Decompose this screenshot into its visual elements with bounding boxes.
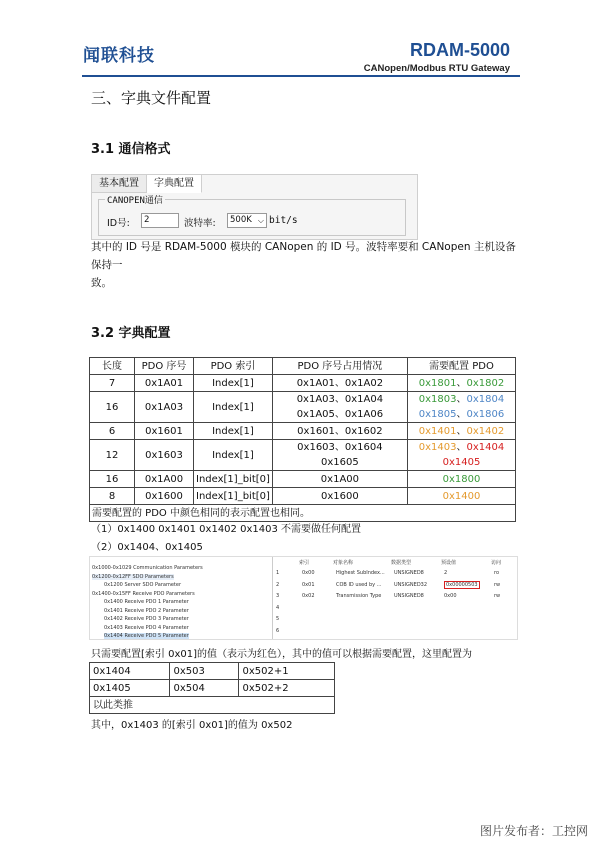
tree-item[interactable]: 0x1404 Receive PDO 5 Parameter [104, 633, 189, 639]
cell-pdo-no: 0x1A01 [135, 375, 194, 392]
cell-pdo-index: Index[1]_bit[0] [194, 488, 273, 505]
grid-cell[interactable]: 2 [444, 570, 448, 576]
grid-cell: UNSIGNED32 [394, 581, 428, 588]
cell-length: 6 [90, 423, 135, 440]
section-title: 三、字典文件配置 [91, 89, 212, 107]
grid-cell: 5 [276, 616, 280, 622]
config-pdo-value: 0x1401 [418, 425, 457, 437]
cell-pdo-index: Index[1]_bit[0] [194, 471, 273, 488]
tree-item[interactable]: 0x1000-0x1029 Communication Parameters [92, 565, 203, 571]
baud-unit: bit/s [269, 215, 298, 226]
tree-item[interactable]: 0x1400 Receive PDO 1 Parameter [104, 599, 189, 605]
col-length: 长度 [90, 358, 135, 375]
config-pdo-value: 0x1403 [418, 442, 457, 453]
config-pdo-value: 0x1800 [442, 473, 481, 485]
grid-cell: rw [494, 581, 501, 588]
object-grid [272, 557, 518, 639]
id-label: ID号: [107, 218, 130, 229]
cell-length: 8 [90, 488, 135, 505]
cell-occupancy [272, 375, 407, 392]
cell-pdo-no: 0x1601 [135, 423, 194, 440]
para-line-2: 致。 [91, 277, 112, 289]
grid-cell: 1 [276, 570, 280, 576]
occupancy-line: 0x1600 [321, 490, 359, 502]
grid-column-header: 访问 [491, 560, 502, 566]
dictionary-screenshot [89, 556, 518, 640]
config-pdo-value: 0x1803 [418, 394, 457, 405]
grid-cell[interactable]: 0x00 [444, 593, 457, 599]
col-pdo-no: PDO 序号 [135, 358, 194, 375]
product-subtitle: CANopen/Modbus RTU Gateway [363, 63, 510, 74]
cell-occupancy [272, 440, 407, 471]
baud-select[interactable] [227, 213, 267, 228]
table-cell: 0x502+2 [239, 680, 335, 697]
config-pdo-value: 0x1402 [466, 425, 505, 437]
table-header-row [90, 358, 516, 375]
occupancy-line: 0x1A03、0x1A04 [296, 394, 384, 405]
brand-logo-text: 闻联科技 [83, 46, 155, 66]
table-row [90, 375, 516, 392]
table-row [90, 488, 516, 505]
table-note: 需要配置的 PDO 中颜色相同的表示配置也相同。 [90, 505, 516, 522]
occupancy-line: 0x1605 [321, 457, 359, 468]
cell-config-pdo: 0x1403、0x1404 0x1405 [407, 440, 515, 471]
canopen-group [98, 196, 406, 236]
cell-pdo-index: Index[1] [194, 375, 273, 392]
id-input[interactable]: 2 [141, 213, 179, 228]
col-occupancy: PDO 序号占用情况 [272, 358, 407, 375]
small-table-note: 以此类推 [90, 697, 335, 714]
col-config-pdo: 需要配置 PDO [407, 358, 515, 375]
grid-cell: UNSIGNED8 [394, 570, 424, 576]
grid-cell: UNSIGNED8 [394, 593, 424, 599]
config-panel [91, 174, 418, 240]
occupancy-line: 0x1603、0x1604 [297, 442, 383, 453]
config-pdo-value: 0x1404 [466, 442, 505, 453]
chevron-down-icon: ⌵ [257, 216, 264, 225]
grid-cell: Transmission Type [336, 593, 382, 599]
cell-pdo-no: 0x1A00 [135, 471, 194, 488]
tree-item[interactable]: 0x1402 Receive PDO 3 Parameter [104, 616, 189, 622]
table-note-row [90, 505, 516, 522]
cell-length: 16 [90, 392, 135, 423]
tree-item[interactable]: 0x1200-0x12FF SDO Parameters [92, 573, 174, 580]
watermark: 图片发布者：工控网 [479, 824, 588, 838]
config-pdo-value: 0x1806 [466, 409, 505, 420]
tree-item[interactable]: 0x1400-0x15FF Receive PDO Parameters [92, 590, 195, 597]
tree-item[interactable]: 0x1401 Receive PDO 2 Parameter [104, 607, 189, 614]
table-cell: 0x503 [170, 663, 239, 680]
para-1403: 其中，0x1403 的[索引 0x01]的值为 0x502 [91, 720, 293, 731]
cell-length: 7 [90, 375, 135, 392]
cell-pdo-no: 0x1A03 [135, 392, 194, 423]
para-id-desc [91, 238, 521, 292]
para-line-1: 其中的 ID 号是 RDAM-5000 模块的 CANopen 的 ID 号。波特率要和 CANopen 主机设备保持一 [91, 241, 516, 271]
grid-column-header: 对象名称 [333, 560, 354, 566]
grid-column-header: 预设值 [441, 560, 457, 566]
heading-3-2: 3.2 字典配置 [91, 326, 171, 341]
pdo-table [89, 357, 516, 522]
tab-dictionary-config[interactable]: 字典配置 [147, 175, 202, 193]
cell-config-pdo [407, 488, 515, 505]
cell-config-pdo: 0x1803、0x1804 0x1805、0x1806 [407, 392, 515, 423]
grid-cell: 3 [276, 593, 280, 599]
cell-config-pdo: 0x1801、0x1802 [407, 375, 515, 392]
grid-cell: ro [494, 570, 500, 576]
table-cell: 0x502+1 [239, 663, 335, 680]
tree-item[interactable]: 0x1403 Receive PDO 4 Parameter [104, 624, 189, 631]
item-1: （1）0x1400 0x1401 0x1402 0x1403 不需要做任何配置 [91, 524, 361, 535]
table-row [90, 697, 335, 714]
occupancy-line: 0x1601、0x1602 [297, 425, 383, 437]
baud-label: 波特率: [184, 218, 216, 229]
cell-pdo-index: Index[1] [194, 392, 273, 423]
baud-value: 500K [230, 215, 252, 225]
table-cell: 0x504 [170, 680, 239, 697]
cell-length: 16 [90, 471, 135, 488]
config-pdo-value: 0x1804 [466, 394, 505, 405]
cell-length: 12 [90, 440, 135, 471]
occupancy-line: 0x1A05、0x1A06 [296, 409, 384, 420]
grid-cell: 6 [276, 627, 280, 634]
cell-occupancy [272, 423, 407, 440]
config-pdo-value: 0x1405 [442, 457, 481, 468]
tab-bar [92, 175, 202, 193]
cell-config-pdo [407, 471, 515, 488]
table-row [90, 663, 335, 680]
grid-cell: 2 [276, 581, 280, 588]
occupancy-line: 0x1A01、0x1A02 [296, 377, 384, 389]
cell-config-pdo: 0x1401、0x1402 [407, 423, 515, 440]
col-pdo-index: PDO 索引 [194, 358, 273, 375]
cell-occupancy [272, 471, 407, 488]
grid-cell: COB ID used by ... [336, 581, 382, 588]
header-rule [82, 75, 520, 77]
cob-id-table [89, 662, 335, 714]
table-row [90, 440, 516, 471]
table-cell: 0x1404 [90, 663, 170, 680]
heading-3-1: 3.1 通信格式 [91, 142, 171, 157]
grid-cell: 4 [276, 604, 280, 611]
para-config: 只需要配置[索引 0x01]的值（表示为红色），其中的值可以根据需要配置，这里配置为 [91, 649, 472, 660]
occupancy-line: 0x1A00 [320, 473, 360, 485]
grid-cell: rw [494, 593, 501, 599]
cell-occupancy [272, 392, 407, 423]
grid-cell: 0x00 [302, 570, 315, 576]
cell-pdo-index: Index[1] [194, 423, 273, 440]
tree-item[interactable]: 0x1200 Server SDO Parameter [104, 582, 182, 588]
table-row [90, 680, 335, 697]
cell-pdo-index: Index[1] [194, 440, 273, 471]
grid-cell[interactable]: 0x00000503 [446, 581, 478, 588]
product-name: RDAM-5000 [409, 40, 510, 60]
grid-cell: 0x02 [302, 593, 315, 599]
config-pdo-value: 0x1802 [466, 377, 505, 389]
tab-basic-config[interactable]: 基本配置 [92, 175, 147, 193]
grid-cell: 0x01 [302, 581, 315, 588]
cell-pdo-no: 0x1603 [135, 440, 194, 471]
cell-pdo-no: 0x1600 [135, 488, 194, 505]
cell-occupancy [272, 488, 407, 505]
table-row [90, 471, 516, 488]
item-2: （2）0x1404、0x1405 [91, 542, 203, 553]
group-title: CANOPEN通信 [105, 193, 165, 206]
config-pdo-value: 0x1400 [442, 490, 481, 502]
table-row [90, 392, 516, 423]
table-cell: 0x1405 [90, 680, 170, 697]
config-pdo-value: 0x1805 [418, 409, 457, 420]
grid-column-header: 索引 [299, 560, 310, 566]
grid-cell: Highest SubIndex... [336, 570, 385, 576]
config-pdo-value: 0x1801 [418, 377, 457, 389]
grid-column-header: 数据类型 [391, 560, 412, 566]
table-row [90, 423, 516, 440]
object-tree [90, 557, 270, 639]
